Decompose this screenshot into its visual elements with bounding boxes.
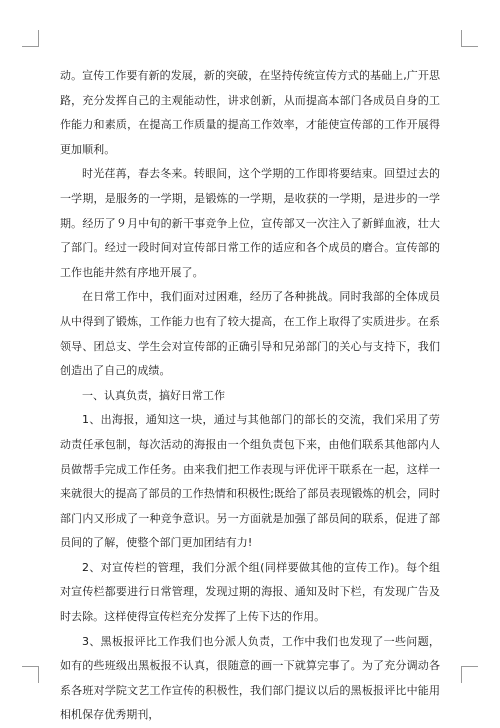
- crop-mark-bottom-left: [22, 666, 39, 683]
- crop-mark-bottom-right: [461, 666, 478, 683]
- paragraph-semester-review: 时光荏苒，春去冬来。转眼间，这个学期的工作即将要结束。回望过去的一学期，是服务的一学期，是锻炼的一学期，是收获的一学期，是进步的一学期。经历了９月中旬的新干事竞争上位，宣传部又一次注入了新鲜血液，壮大了部门。经过一段时间对宣传部日常工作的适应和各个成员的磨合。宣传部的工作也能井然有序地开展了。: [60, 167, 440, 279]
- crop-mark-top-right: [461, 30, 478, 47]
- paragraph-item-3-blackboard: 3、黑板报评比工作我们也分派人负责，工作中我们也发现了一些问题，如有的些班级出黑板报不认真，很随意的画一下就算完事了。为了充分调动各系各班对学院文艺工作宣传的积极性，我们部门提议以后的黑板报评比中能用相机保存优秀期刊，: [60, 634, 440, 722]
- paragraph-item-2-bulletin: 2、对宣传栏的管理，我们分派个组(同样要做其他的宣传工作)。每个组对宣传栏都要进行日常管理，发现过期的海报、通知及时下栏，有发现广告及时去除。这样使得宣传栏充分发挥了上传下达的作用。: [60, 560, 440, 624]
- paragraph-item-1-posters: 1、出海报，通知这一块，通过与其他部门的部长的交流，我们采用了劳动责任承包制，每次活动的海报由一个组负责包下来，由他们联系其他部内人员做帮手完成工作任务。由来我们把工作表现与评优评干联系在一起，这样一来就很大的提高了部员的工作热情和积极性;既给了部员表现锻炼的机会，同时部门内又形成了一种竞争意识。另一方面就是加强了部员间的联系，促进了部员间的了解，使整个部门更加团结有力!: [60, 413, 440, 550]
- paragraph-continuation: 动。宣传工作要有新的发展，新的突破，在坚持传统宣传方式的基础上,广开思路，充分发挥自己的主观能动性，讲求创新，从而提高本部门各成员自身的工作能力和素质，在提高工作质量的提高工作效率，才能使宣传部的工作开展得更加顺利。: [60, 69, 440, 156]
- paragraph-daily-work: 在日常工作中，我们面对过困难，经历了各种挑战。同时我部的全体成员从中得到了锻炼，工作能力也有了较大提高，在工作上取得了实质进步。在系领导、团总支、学生会对宣传部的正确引导和兄弟部门的关心与支持下，我们创造出了自己的成绩。: [60, 290, 440, 378]
- document-body: [60, 64, 440, 728]
- section-heading: 一、认真负责，搞好日常工作: [82, 388, 225, 402]
- crop-mark-top-left: [22, 30, 39, 47]
